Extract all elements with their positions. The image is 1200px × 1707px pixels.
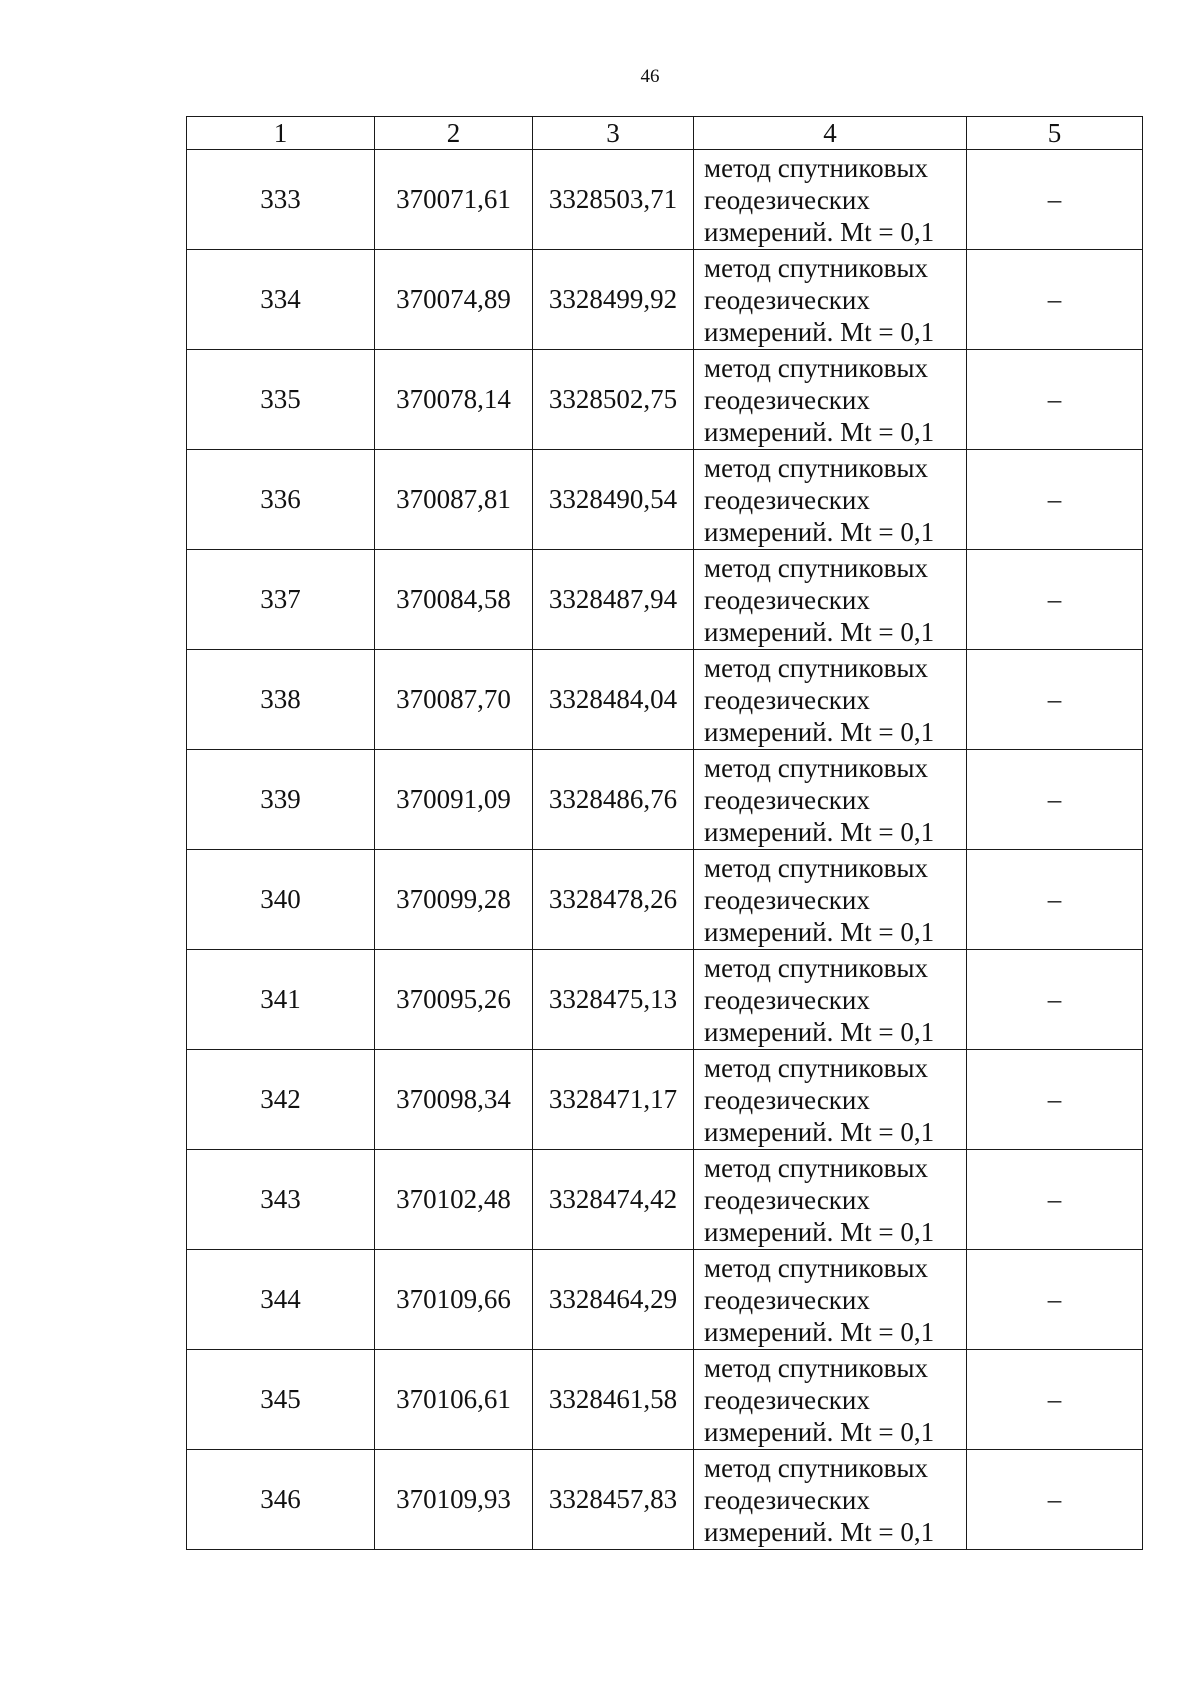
method-line: измерений. Mt = 0,1 — [704, 1216, 935, 1247]
method-line: измерений. Mt = 0,1 — [704, 1316, 935, 1347]
point-number-cell: 338 — [187, 650, 375, 750]
point-number-cell: 346 — [187, 1450, 375, 1550]
method-line: метод спутниковых — [704, 552, 928, 583]
table-row — [187, 150, 1143, 250]
table-row — [187, 350, 1143, 450]
y-coordinate-cell: 3328475,13 — [533, 950, 694, 1050]
method-cell — [694, 250, 967, 350]
note-cell: – — [967, 350, 1143, 450]
method-cell — [694, 150, 967, 250]
method-line: измерений. Mt = 0,1 — [704, 1516, 935, 1547]
method-line: геодезических — [704, 1384, 870, 1415]
method-line: геодезических — [704, 1484, 870, 1515]
column-header-2: 2 — [375, 117, 533, 150]
method-line: измерений. Mt = 0,1 — [704, 916, 935, 947]
method-line: измерений. Mt = 0,1 — [704, 316, 935, 347]
point-number-cell: 339 — [187, 750, 375, 850]
method-line: метод спутниковых — [704, 1152, 928, 1183]
y-coordinate-cell: 3328499,92 — [533, 250, 694, 350]
x-coordinate-cell: 370098,34 — [375, 1050, 533, 1150]
point-number-cell: 345 — [187, 1350, 375, 1450]
method-cell — [694, 650, 967, 750]
note-cell: – — [967, 450, 1143, 550]
method-cell — [694, 450, 967, 550]
method-line: метод спутниковых — [704, 352, 928, 383]
y-coordinate-cell: 3328471,17 — [533, 1050, 694, 1150]
method-cell — [694, 1250, 967, 1350]
point-number-cell: 341 — [187, 950, 375, 1050]
note-cell: – — [967, 950, 1143, 1050]
y-coordinate-cell: 3328502,75 — [533, 350, 694, 450]
table-row — [187, 750, 1143, 850]
table-row — [187, 250, 1143, 350]
method-line: измерений. Mt = 0,1 — [704, 1116, 935, 1147]
method-line: геодезических — [704, 1284, 870, 1315]
method-line: геодезических — [704, 884, 870, 915]
table-row — [187, 550, 1143, 650]
table-row — [187, 1150, 1143, 1250]
x-coordinate-cell: 370102,48 — [375, 1150, 533, 1250]
method-line: геодезических — [704, 284, 870, 315]
method-line: измерений. Mt = 0,1 — [704, 716, 935, 747]
method-line: метод спутниковых — [704, 152, 928, 183]
method-line: метод спутниковых — [704, 1452, 928, 1483]
method-line: метод спутниковых — [704, 1352, 928, 1383]
y-coordinate-cell: 3328490,54 — [533, 450, 694, 550]
method-line: измерений. Mt = 0,1 — [704, 216, 935, 247]
note-cell: – — [967, 1150, 1143, 1250]
x-coordinate-cell: 370095,26 — [375, 950, 533, 1050]
method-line: геодезических — [704, 784, 870, 815]
method-line: геодезических — [704, 1084, 870, 1115]
method-line: геодезических — [704, 584, 870, 615]
method-line: геодезических — [704, 384, 870, 415]
table-row — [187, 1350, 1143, 1450]
method-cell — [694, 1150, 967, 1250]
note-cell: – — [967, 1450, 1143, 1550]
y-coordinate-cell: 3328474,42 — [533, 1150, 694, 1250]
method-line: измерений. Mt = 0,1 — [704, 516, 935, 547]
table-row — [187, 650, 1143, 750]
point-number-cell: 337 — [187, 550, 375, 650]
y-coordinate-cell: 3328484,04 — [533, 650, 694, 750]
point-number-cell: 336 — [187, 450, 375, 550]
method-line: метод спутниковых — [704, 452, 928, 483]
x-coordinate-cell: 370109,66 — [375, 1250, 533, 1350]
column-header-3: 3 — [533, 117, 694, 150]
column-header-1: 1 — [187, 117, 375, 150]
note-cell: – — [967, 750, 1143, 850]
x-coordinate-cell: 370099,28 — [375, 850, 533, 950]
note-cell: – — [967, 850, 1143, 950]
y-coordinate-cell: 3328478,26 — [533, 850, 694, 950]
method-line: метод спутниковых — [704, 952, 928, 983]
note-cell: – — [967, 1250, 1143, 1350]
table-header — [187, 117, 1143, 150]
note-cell: – — [967, 650, 1143, 750]
page-number: 46 — [640, 66, 660, 87]
x-coordinate-cell: 370109,93 — [375, 1450, 533, 1550]
point-number-cell: 343 — [187, 1150, 375, 1250]
table-row — [187, 1050, 1143, 1150]
table-row — [187, 1250, 1143, 1350]
note-cell: – — [967, 150, 1143, 250]
table-row — [187, 450, 1143, 550]
table-row — [187, 1450, 1143, 1550]
point-number-cell: 335 — [187, 350, 375, 450]
note-cell: – — [967, 250, 1143, 350]
y-coordinate-cell: 3328464,29 — [533, 1250, 694, 1350]
header-row — [187, 117, 1143, 150]
method-cell — [694, 550, 967, 650]
point-number-cell: 333 — [187, 150, 375, 250]
x-coordinate-cell: 370106,61 — [375, 1350, 533, 1450]
method-line: метод спутниковых — [704, 252, 928, 283]
y-coordinate-cell: 3328487,94 — [533, 550, 694, 650]
point-number-cell: 334 — [187, 250, 375, 350]
x-coordinate-cell: 370084,58 — [375, 550, 533, 650]
method-cell — [694, 1450, 967, 1550]
method-line: метод спутниковых — [704, 652, 928, 683]
table-row — [187, 950, 1143, 1050]
coordinates-table — [186, 116, 1143, 1550]
method-line: измерений. Mt = 0,1 — [704, 616, 935, 647]
method-line: метод спутниковых — [704, 852, 928, 883]
method-line: измерений. Mt = 0,1 — [704, 416, 935, 447]
method-line: измерений. Mt = 0,1 — [704, 1016, 935, 1047]
method-line: геодезических — [704, 184, 870, 215]
x-coordinate-cell: 370091,09 — [375, 750, 533, 850]
x-coordinate-cell: 370087,81 — [375, 450, 533, 550]
note-cell: – — [967, 1050, 1143, 1150]
method-line: геодезических — [704, 484, 870, 515]
x-coordinate-cell: 370087,70 — [375, 650, 533, 750]
method-line: метод спутниковых — [704, 1052, 928, 1083]
method-line: метод спутниковых — [704, 752, 928, 783]
table-row — [187, 850, 1143, 950]
point-number-cell: 344 — [187, 1250, 375, 1350]
table-body — [187, 150, 1143, 1550]
y-coordinate-cell: 3328503,71 — [533, 150, 694, 250]
y-coordinate-cell: 3328486,76 — [533, 750, 694, 850]
method-line: геодезических — [704, 684, 870, 715]
method-cell — [694, 1350, 967, 1450]
method-cell — [694, 1050, 967, 1150]
method-line: метод спутниковых — [704, 1252, 928, 1283]
method-line: измерений. Mt = 0,1 — [704, 816, 935, 847]
method-cell — [694, 350, 967, 450]
x-coordinate-cell: 370071,61 — [375, 150, 533, 250]
method-line: измерений. Mt = 0,1 — [704, 1416, 935, 1447]
y-coordinate-cell: 3328457,83 — [533, 1450, 694, 1550]
method-cell — [694, 850, 967, 950]
method-line: геодезических — [704, 1184, 870, 1215]
y-coordinate-cell: 3328461,58 — [533, 1350, 694, 1450]
method-cell — [694, 950, 967, 1050]
note-cell: – — [967, 1350, 1143, 1450]
x-coordinate-cell: 370074,89 — [375, 250, 533, 350]
point-number-cell: 342 — [187, 1050, 375, 1150]
column-header-4: 4 — [694, 117, 967, 150]
method-cell — [694, 750, 967, 850]
method-line: геодезических — [704, 984, 870, 1015]
note-cell: – — [967, 550, 1143, 650]
x-coordinate-cell: 370078,14 — [375, 350, 533, 450]
point-number-cell: 340 — [187, 850, 375, 950]
column-header-5: 5 — [967, 117, 1143, 150]
